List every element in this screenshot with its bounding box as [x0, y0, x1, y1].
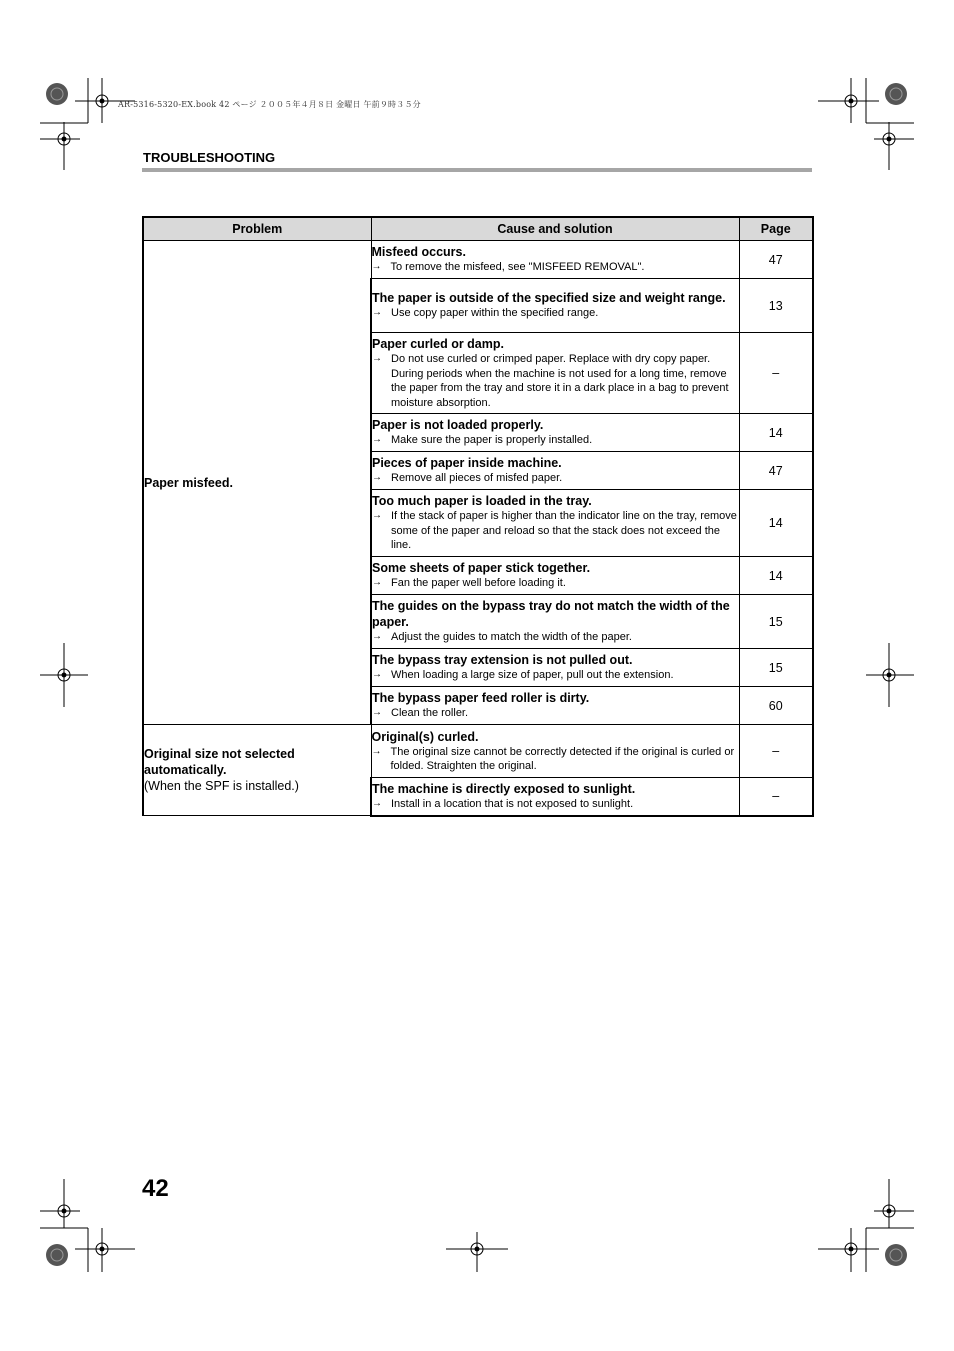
- print-file-info: AR-5316-5320-EX.book 42 ページ ２００５年４月８日 金曜日 午前９時３５分: [118, 100, 421, 109]
- table-body: [143, 241, 813, 816]
- arrow-right-icon: →: [372, 434, 382, 446]
- solution-text: Do not use curled or crimped paper. Replace with dry copy paper. During periods when the machine is not used for a long time, remove the paper from the tray and store it in a dark place in a bag to prevent moisture absorption.: [391, 353, 729, 409]
- cause-cell: [371, 778, 739, 816]
- solution-text: The original size cannot be correctly detected if the original is curled or folded. Straighten the original.: [390, 745, 735, 772]
- problem-title: Original size not selected automatically.: [144, 747, 295, 777]
- cause-title: Misfeed occurs.: [371, 245, 466, 260]
- solution-line: [372, 706, 739, 721]
- solution-line: [372, 576, 739, 591]
- solution-text: Install in a location that is not exposed to sunlight.: [391, 798, 634, 810]
- problem-cell: [143, 725, 371, 816]
- page-reference: 60: [739, 687, 813, 725]
- page-reference: 15: [739, 649, 813, 687]
- arrow-right-icon: →: [372, 798, 382, 809]
- arrow-right-icon: →: [372, 577, 382, 589]
- solution-text: Use copy paper within the specified range.: [391, 307, 599, 320]
- page-reference: –: [739, 333, 813, 414]
- arrow-right-icon: →: [372, 631, 382, 643]
- cause-title: Paper is not loaded properly.: [372, 418, 544, 433]
- column-header-page: Page: [739, 217, 813, 241]
- arrow-right-icon: →: [371, 261, 382, 273]
- arrow-right-icon: →: [372, 669, 382, 681]
- solution-line: [372, 630, 739, 645]
- solution-line: [372, 745, 739, 774]
- page-reference: 14: [739, 414, 813, 452]
- table-row: [143, 241, 813, 279]
- cause-title: The guides on the bypass tray do not match the width of the paper.: [372, 599, 730, 630]
- cause-cell: [371, 279, 739, 333]
- cause-title: The machine is directly exposed to sunlight.: [372, 782, 636, 796]
- solution-line: [372, 306, 739, 321]
- solution-text: Fan the paper well before loading it.: [391, 577, 566, 590]
- arrow-right-icon: →: [371, 745, 382, 757]
- troubleshooting-table: [142, 216, 814, 817]
- problem-cell: [143, 241, 371, 725]
- solution-line: [372, 797, 739, 812]
- table-header-row: [143, 217, 813, 241]
- page-reference: –: [739, 725, 813, 778]
- page-reference: 15: [739, 595, 813, 649]
- page-reference: 47: [739, 452, 813, 490]
- solution-text: Make sure the paper is properly installed.: [391, 434, 593, 447]
- solution-line: [372, 471, 739, 486]
- table-row: [143, 725, 813, 778]
- problem-note: (When the SPF is installed.): [144, 779, 299, 793]
- solution-line: [372, 260, 739, 275]
- solution-line: [372, 509, 739, 553]
- cause-cell: [371, 333, 739, 414]
- section-title: TROUBLESHOOTING: [143, 150, 276, 165]
- arrow-right-icon: →: [372, 707, 382, 719]
- page-reference: 13: [739, 279, 813, 333]
- cause-cell: [371, 557, 739, 595]
- cause-cell: [371, 649, 739, 687]
- section-divider: [142, 168, 812, 172]
- solution-text: To remove the misfeed, see "MISFEED REMOVAL".: [390, 261, 645, 274]
- cause-title: The bypass paper feed roller is dirty.: [372, 691, 590, 706]
- problem-title: Paper misfeed.: [144, 475, 233, 490]
- page-reference: –: [739, 778, 813, 816]
- page-number: 42: [142, 1175, 169, 1202]
- cause-cell: [371, 241, 739, 279]
- page-reference: 14: [739, 557, 813, 595]
- page-reference: 14: [739, 490, 813, 557]
- arrow-right-icon: →: [372, 510, 382, 522]
- cause-title: Too much paper is loaded in the tray.: [372, 494, 592, 509]
- cause-cell: [371, 687, 739, 725]
- cause-title: The paper is outside of the specified size and weight range.: [372, 291, 726, 306]
- cause-cell: [371, 725, 739, 778]
- cause-cell: [371, 490, 739, 557]
- cause-cell: [371, 595, 739, 649]
- solution-text: If the stack of paper is higher than the indicator line on the tray, remove some of the paper and reload so that the stack does not exceed the line.: [391, 510, 737, 552]
- arrow-right-icon: →: [372, 307, 382, 319]
- page-reference: 47: [739, 241, 813, 279]
- cause-title: Some sheets of paper stick together.: [372, 561, 591, 576]
- solution-line: [372, 433, 739, 448]
- cause-cell: [371, 414, 739, 452]
- solution-text: Remove all pieces of misfed paper.: [391, 472, 563, 485]
- cause-cell: [371, 452, 739, 490]
- solution-text: When loading a large size of paper, pull out the extension.: [391, 669, 674, 682]
- arrow-right-icon: →: [372, 472, 382, 484]
- cause-title: Paper curled or damp.: [372, 337, 504, 351]
- arrow-right-icon: →: [372, 353, 382, 364]
- column-header-cause: Cause and solution: [371, 217, 739, 241]
- solution-text: Adjust the guides to match the width of the paper.: [391, 631, 632, 644]
- cause-title: Pieces of paper inside machine.: [372, 456, 562, 471]
- solution-line: [372, 352, 739, 410]
- solution-text: Clean the roller.: [391, 707, 469, 720]
- column-header-problem: Problem: [143, 217, 371, 241]
- cause-title: The bypass tray extension is not pulled out.: [372, 653, 633, 668]
- solution-line: [372, 668, 739, 683]
- cause-title: Original(s) curled.: [371, 729, 479, 744]
